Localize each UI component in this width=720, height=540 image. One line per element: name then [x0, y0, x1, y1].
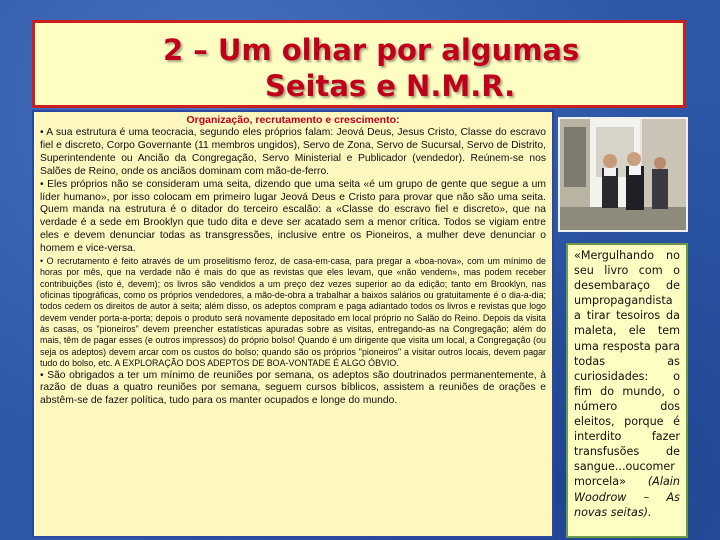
quote-citation: (Alain Woodrow – As novas seitas).: [574, 475, 680, 519]
main-text-box: [32, 110, 554, 538]
quote-box: [566, 243, 688, 538]
photo-door-to-door-preaching: [558, 117, 688, 232]
paragraph-recruitment: • O recrutamento é feito através de um proselitismo feroz, de casa-em-casa, para pregar a «boa-nova», com um mínimo de horas por mês, que na verdade não é mais do que as revistas que eles levam, que «não vendem», mas podem receber contribuições (isto é, devem); os livros são vendidos a um preço dez vezes superior ao da edição; tanto em Brooklyn, nas oficinas tipográficas, como os próprios vendedores, a mão-de-obra a trabalhar a baixos salários ou gratuitamente é o dia-a-dia; todos cedem os direitos de autor à seita; além disso, os adeptos compram e paga adiantado todos os livros e revistas que logo devem vender porta-a-porta; depois o produto será novamente depositado em local próprio no Salão do Reino. Depois da visita às casas, os "pioneiros" devem preencher estatísticas apuradas sobre as visitas, entregando-as na Congregação; além do mais, têm de pagar esses (e outros impressos) do próprio bolso! Quando é um dirigente que visita um local, a Congregação (ou seja os adeptos) devem arcar com os custos do bolso; quando são os próprios "pioneiros" a visitar outros locais, devem pagar tudo do bolso, etc. A EXPLORAÇÃO DOS ADEPTOS DE BOA-VONTADE É ALGO ÓBVIO.: [40, 256, 546, 369]
title-box: [32, 20, 686, 108]
quote-paragraph: [574, 248, 680, 520]
paragraph-meetings: • São obrigados a ter um mínimo de reuniões por semana, os adeptos são doutrinados permanentemente, à razão de duas a quatro reuniões por semana, seguem cursos bíblicos, assistem a reuniões de orações e abstêm-se de fazer política, tudo para os manter ocupados e longe do mundo.: [40, 369, 546, 407]
main-heading: Organização, recrutamento e crescimento:: [186, 114, 400, 126]
title-line-2: Seitas e N.M.R.: [265, 69, 516, 103]
paragraph-not-a-sect: • Eles próprios não se consideram uma seita, dizendo que uma seita «é um grupo de gente que segue a um líder humano», por isso colocam em primeiro lugar Jeová Deus e Cristo para provar que não são uma seita. Quem manda na estrutura é o ditador do terceiro escalão: a «Classe do escravo fiel e discreto», que na verdade é a sede em Brooklyn que tudo dita e deve ser acatado sem a menor crítica. Todos se vigiam entre eles e devem denunciar todas as transgressões, inclusive entre os Pioneiros, a mulher deve denunciar o homem e vice-versa.: [40, 178, 546, 255]
title-line-1: 2 – Um olhar por algumas: [163, 33, 580, 67]
photo-illustration: [560, 119, 686, 230]
quote-text: «Mergulhando no seu livro com o desembaraço de umpropagandista a tirar tesoiros da maleta, ele tem uma resposta para todas as curiosidades: o fim do mundo, o número dos eleitos, porque é interdito fazer transfusões de sangue...oucomer morcela»: [574, 249, 680, 489]
paragraph-structure: • A sua estrutura é uma teocracia, segundo eles próprios falam: Jeová Deus, Jesus Cristo, Classe do escravo fiel e discreto, Corpo Governante (11 membros ungidos), Servo de Zona, Servo de Sucursal, Servo de Distrito, Superintendente ou Ancião da Congregação, Servo Ministerial e Publicador (vendedor). Reúnem-se nos Salões de Reino, onde os anciãos dominam com mão-de-ferro.: [40, 127, 546, 177]
